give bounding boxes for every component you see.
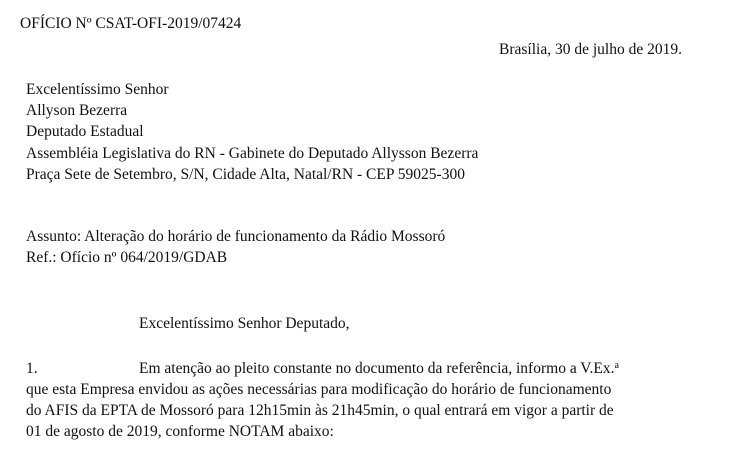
- place-date: Brasília, 30 de julho de 2019.: [499, 41, 682, 58]
- paragraph-line: 01 de agosto de 2019, conforme NOTAM abaixo:: [26, 423, 334, 440]
- recipient-institution: Assembléia Legislativa do RN - Gabinete do Deputado Allysson Bezerra: [26, 144, 479, 162]
- salutation: Excelentíssimo Senhor Deputado,: [139, 315, 350, 332]
- recipient-address: Praça Sete de Setembro, S/N, Cidade Alta, Natal/RN - CEP 59025-300: [26, 165, 465, 183]
- recipient-block: [26, 79, 478, 185]
- paragraph-text: Em atenção ao pleito constante no documento da referência, informo a V.Ex.: [139, 360, 615, 377]
- recipient-salutation: Excelentíssimo Senhor: [26, 81, 169, 98]
- recipient-name: Allyson Bezerra: [26, 102, 128, 120]
- paragraph-line: que esta Empresa envidou as ações necessárias para modificação do horário de funcionamento: [26, 381, 612, 398]
- recipient-title: Deputado Estadual: [26, 123, 144, 141]
- subject-line: Assunto: Alteração do horário de funcionamento da Rádio Mossoró: [26, 228, 446, 245]
- paragraph-number: 1.: [26, 360, 38, 377]
- paragraph-line: do AFIS da EPTA de Mossoró para 12h15min às 21h45min, o qual entrará em vigor a partir de: [26, 402, 614, 419]
- paragraph-1: [26, 355, 726, 442]
- subject-block: [26, 227, 445, 268]
- paragraph-line: [26, 355, 726, 379]
- office-number: OFÍCIO Nº CSAT-OFI-2019/07424: [20, 15, 242, 32]
- reference-line: Ref.: Ofício nº 064/2019/GDAB: [26, 248, 228, 266]
- superscript: a: [614, 360, 619, 371]
